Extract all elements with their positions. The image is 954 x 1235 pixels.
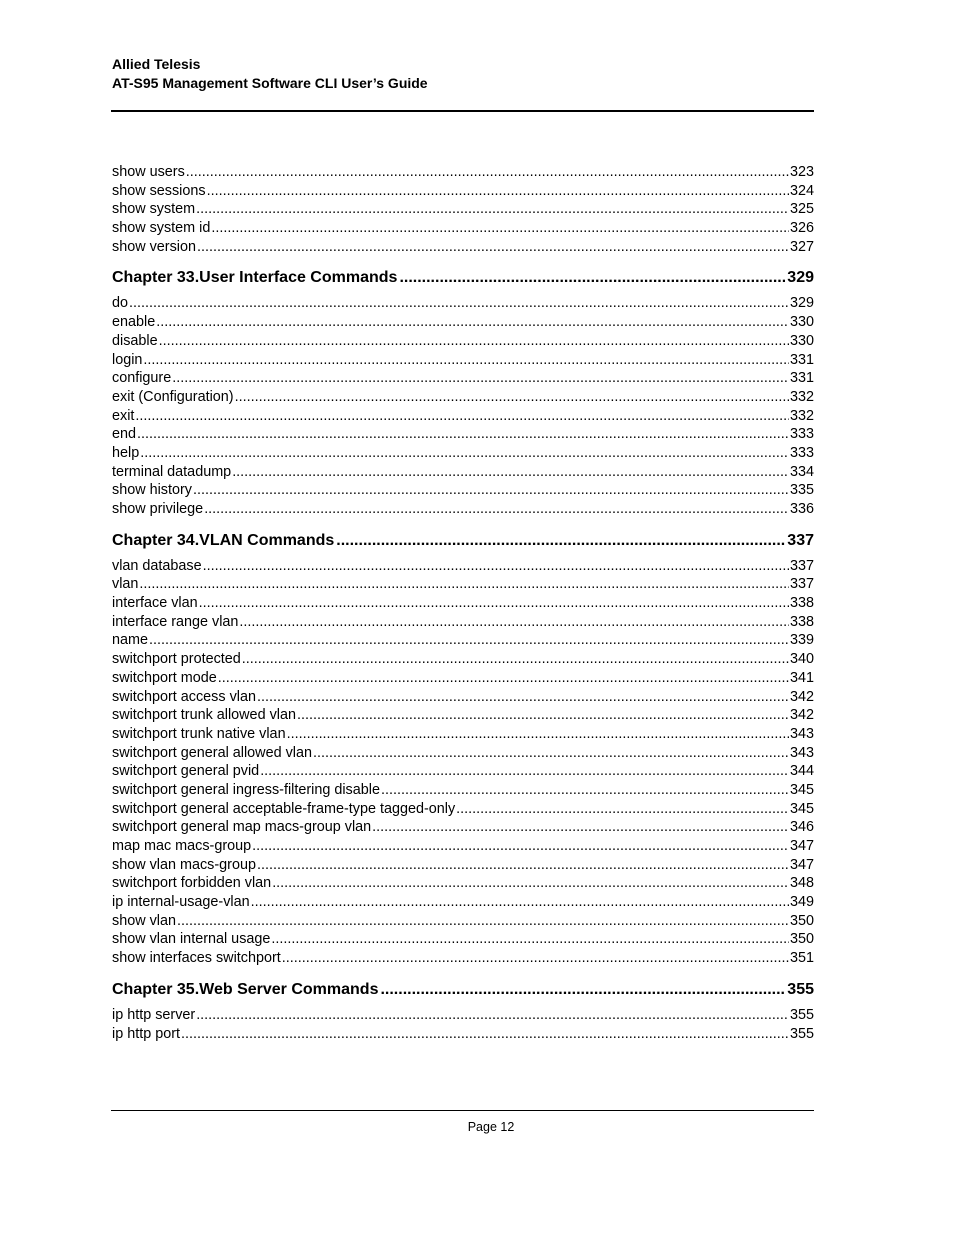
dot-leader [139, 575, 789, 594]
toc-page-number: 342 [789, 688, 814, 705]
toc-entry-title: show users [112, 164, 185, 180]
toc-entry-title: interface vlan [112, 595, 198, 612]
toc-entry[interactable] [112, 1006, 814, 1025]
dot-leader [282, 949, 789, 968]
toc-entry-title: switchport general acceptable-frame-type tagged-only [112, 800, 456, 817]
toc-page-number: 338 [789, 595, 814, 612]
dot-leader [204, 500, 789, 519]
toc-page-number: 347 [789, 838, 814, 854]
toc-entry[interactable] [112, 762, 814, 781]
toc-page-number: 342 [789, 707, 814, 724]
toc-page-number: 346 [789, 819, 814, 836]
toc-entry-title: switchport access vlan [112, 688, 256, 705]
dot-leader [252, 837, 789, 856]
toc-entry-title: show history [112, 482, 192, 499]
footer-rule [111, 1110, 814, 1111]
toc-entry[interactable] [112, 557, 814, 576]
dot-leader [251, 893, 789, 912]
dot-leader [197, 238, 789, 257]
toc-entry[interactable] [112, 631, 814, 650]
toc-page-number: 326 [789, 220, 814, 237]
toc-entry[interactable] [112, 744, 814, 763]
dot-leader [336, 531, 785, 551]
toc-page-number: 339 [789, 632, 814, 649]
toc-page-number: 355 [789, 1006, 814, 1023]
toc-page-number: 348 [789, 875, 814, 892]
dot-leader [129, 294, 789, 313]
toc-page-number: 340 [789, 651, 814, 668]
toc-entry-title: enable [112, 314, 156, 331]
toc-chapter-heading[interactable] [112, 531, 814, 551]
toc-entry[interactable] [112, 613, 814, 632]
toc-entry[interactable] [112, 818, 814, 837]
dot-leader [272, 874, 789, 893]
toc-entry[interactable] [112, 369, 814, 388]
toc-entry-title: show system id [112, 220, 211, 237]
toc-page-number: 337 [789, 557, 814, 574]
dot-leader [156, 313, 789, 332]
toc-entry-title: help [112, 444, 140, 461]
toc-entry-title: Chapter 34.VLAN Commands [112, 531, 335, 549]
dot-leader [260, 762, 789, 781]
dot-leader [181, 1025, 789, 1044]
table-of-contents [112, 163, 814, 1043]
toc-entry[interactable] [112, 425, 814, 444]
dot-leader [287, 725, 789, 744]
dot-leader [199, 594, 789, 613]
toc-page-number: 330 [789, 314, 814, 331]
toc-entry-title: name [112, 632, 148, 649]
toc-entry[interactable] [112, 575, 814, 594]
dot-leader [235, 388, 789, 407]
toc-entry[interactable] [112, 688, 814, 707]
dot-leader [297, 706, 789, 725]
dot-leader [137, 425, 789, 444]
toc-entry[interactable] [112, 669, 814, 688]
toc-entry-title: switchport trunk allowed vlan [112, 707, 296, 724]
toc-entry-title: switchport general pvid [112, 763, 260, 780]
toc-entry[interactable] [112, 706, 814, 725]
toc-entry-title: disable [112, 332, 158, 349]
dot-leader [372, 818, 789, 837]
toc-page-number: 331 [789, 370, 814, 387]
toc-entry-title: switchport mode [112, 669, 217, 686]
dot-leader [271, 930, 789, 949]
toc-entry[interactable] [112, 837, 814, 856]
toc-page-number: 355 [787, 980, 814, 998]
toc-entry[interactable] [112, 856, 814, 875]
toc-entry-title: switchport trunk native vlan [112, 725, 286, 742]
toc-page-number: 338 [789, 613, 814, 630]
header-title: AT-S95 Management Software CLI User’s Guide [112, 74, 428, 91]
dot-leader [203, 557, 789, 576]
dot-leader [232, 463, 789, 482]
toc-entry-title: Chapter 35.Web Server Commands [112, 980, 379, 998]
toc-entry[interactable] [112, 949, 814, 968]
toc-entry[interactable] [112, 200, 814, 219]
dot-leader [211, 219, 789, 238]
toc-page-number: 325 [789, 201, 814, 218]
toc-entry-title: map mac macs-group [112, 838, 252, 854]
dot-leader [381, 781, 789, 800]
dot-leader [207, 182, 789, 201]
dot-leader [257, 688, 789, 707]
toc-page-number: 336 [789, 501, 814, 517]
toc-entry-title: ip http port [112, 1025, 180, 1042]
toc-chapter-heading[interactable] [112, 268, 814, 288]
toc-entry[interactable] [112, 650, 814, 669]
toc-entry-title: configure [112, 370, 172, 387]
toc-entry-title: interface range vlan [112, 613, 239, 630]
toc-entry[interactable] [112, 500, 814, 519]
page-number: Page 12 [467, 1120, 515, 1134]
toc-entry[interactable] [112, 463, 814, 482]
toc-entry-title: exit (Configuration) [112, 388, 234, 405]
toc-page-number: 329 [787, 269, 814, 287]
toc-entry[interactable] [112, 332, 814, 351]
toc-entry-title: login [112, 351, 143, 368]
toc-page-number: 327 [789, 238, 814, 255]
toc-entry[interactable] [112, 594, 814, 613]
toc-entry[interactable] [112, 781, 814, 800]
toc-entry-title: show sessions [112, 182, 206, 199]
dot-leader [193, 481, 789, 500]
toc-page-number: 343 [789, 725, 814, 742]
toc-page-number: 324 [789, 182, 814, 199]
toc-entry-title: end [112, 426, 137, 443]
toc-entry[interactable] [112, 351, 814, 370]
toc-entry[interactable] [112, 388, 814, 407]
toc-entry-title: do [112, 295, 129, 312]
dot-leader [257, 856, 789, 875]
toc-entry[interactable] [112, 182, 814, 201]
dot-leader [399, 268, 785, 288]
toc-entry-title: exit [112, 407, 135, 424]
toc-page-number: 341 [789, 669, 814, 686]
toc-entry-title: show vlan [112, 912, 176, 929]
toc-page-number: 345 [789, 800, 814, 817]
toc-entry-title: show interfaces switchport [112, 950, 281, 967]
toc-entry[interactable] [112, 930, 814, 949]
dot-leader [140, 444, 789, 463]
toc-entry-title: ip http server [112, 1006, 196, 1023]
toc-page-number: 351 [789, 950, 814, 967]
running-header [112, 55, 428, 92]
toc-page-number: 332 [789, 388, 814, 405]
toc-entry[interactable] [112, 800, 814, 819]
dot-leader [177, 912, 789, 931]
dot-leader [135, 407, 789, 426]
toc-page-number: 350 [789, 931, 814, 948]
toc-page-number: 335 [789, 482, 814, 499]
toc-entry-title: switchport general allowed vlan [112, 744, 312, 761]
toc-page-number: 333 [789, 426, 814, 443]
dot-leader [196, 1006, 789, 1025]
toc-entry-title: show version [112, 238, 196, 255]
toc-entry[interactable] [112, 912, 814, 931]
toc-entry-title: show privilege [112, 501, 204, 517]
toc-entry[interactable] [112, 294, 814, 313]
header-rule [111, 110, 814, 112]
toc-entry-title: switchport protected [112, 651, 241, 668]
toc-entry-title: vlan database [112, 557, 202, 574]
dot-leader [186, 163, 789, 182]
toc-entry-title: show vlan internal usage [112, 931, 271, 948]
toc-entry[interactable] [112, 407, 814, 426]
toc-page-number: 347 [789, 856, 814, 873]
header-company: Allied Telesis [112, 56, 201, 72]
toc-entry-title: Chapter 33.User Interface Commands [112, 269, 398, 287]
dot-leader [218, 669, 789, 688]
toc-entry-title: show system [112, 201, 196, 218]
toc-page-number: 349 [789, 894, 814, 911]
toc-entry[interactable] [112, 219, 814, 238]
toc-page-number: 333 [789, 444, 814, 461]
dot-leader [456, 800, 789, 819]
toc-entry-title: switchport general map macs-group vlan [112, 819, 372, 836]
toc-page-number: 331 [789, 351, 814, 368]
toc-page-number: 350 [789, 912, 814, 929]
toc-entry[interactable] [112, 481, 814, 500]
toc-page-number: 355 [789, 1025, 814, 1042]
toc-page-number: 330 [789, 332, 814, 349]
toc-entry-title: show vlan macs-group [112, 856, 256, 873]
toc-entry[interactable] [112, 725, 814, 744]
toc-entry[interactable] [112, 874, 814, 893]
toc-entry-title: vlan [112, 576, 139, 593]
toc-entry[interactable] [112, 238, 814, 257]
toc-entry-title: switchport forbidden vlan [112, 875, 272, 892]
toc-page-number: 343 [789, 744, 814, 761]
toc-page-number: 337 [787, 531, 814, 549]
toc-entry[interactable] [112, 1025, 814, 1044]
toc-entry[interactable] [112, 893, 814, 912]
dot-leader [159, 332, 789, 351]
dot-leader [239, 613, 789, 632]
toc-entry[interactable] [112, 313, 814, 332]
toc-entry-title: ip internal-usage-vlan [112, 894, 250, 911]
toc-page-number: 334 [789, 463, 814, 480]
toc-page-number: 332 [789, 407, 814, 424]
toc-chapter-heading[interactable] [112, 980, 814, 1000]
toc-page-number: 323 [789, 164, 814, 180]
toc-page-number: 329 [789, 295, 814, 312]
toc-entry-title: terminal datadump [112, 463, 232, 480]
toc-page-number: 337 [789, 576, 814, 593]
dot-leader [196, 200, 789, 219]
dot-leader [149, 631, 789, 650]
toc-entry-title: switchport general ingress-filtering disable [112, 781, 380, 798]
dot-leader [313, 744, 789, 763]
dot-leader [380, 980, 785, 1000]
toc-entry[interactable] [112, 444, 814, 463]
dot-leader [143, 351, 789, 370]
toc-page-number: 345 [789, 781, 814, 798]
toc-entry[interactable] [112, 163, 814, 182]
dot-leader [242, 650, 789, 669]
dot-leader [172, 369, 789, 388]
toc-page-number: 344 [789, 763, 814, 780]
